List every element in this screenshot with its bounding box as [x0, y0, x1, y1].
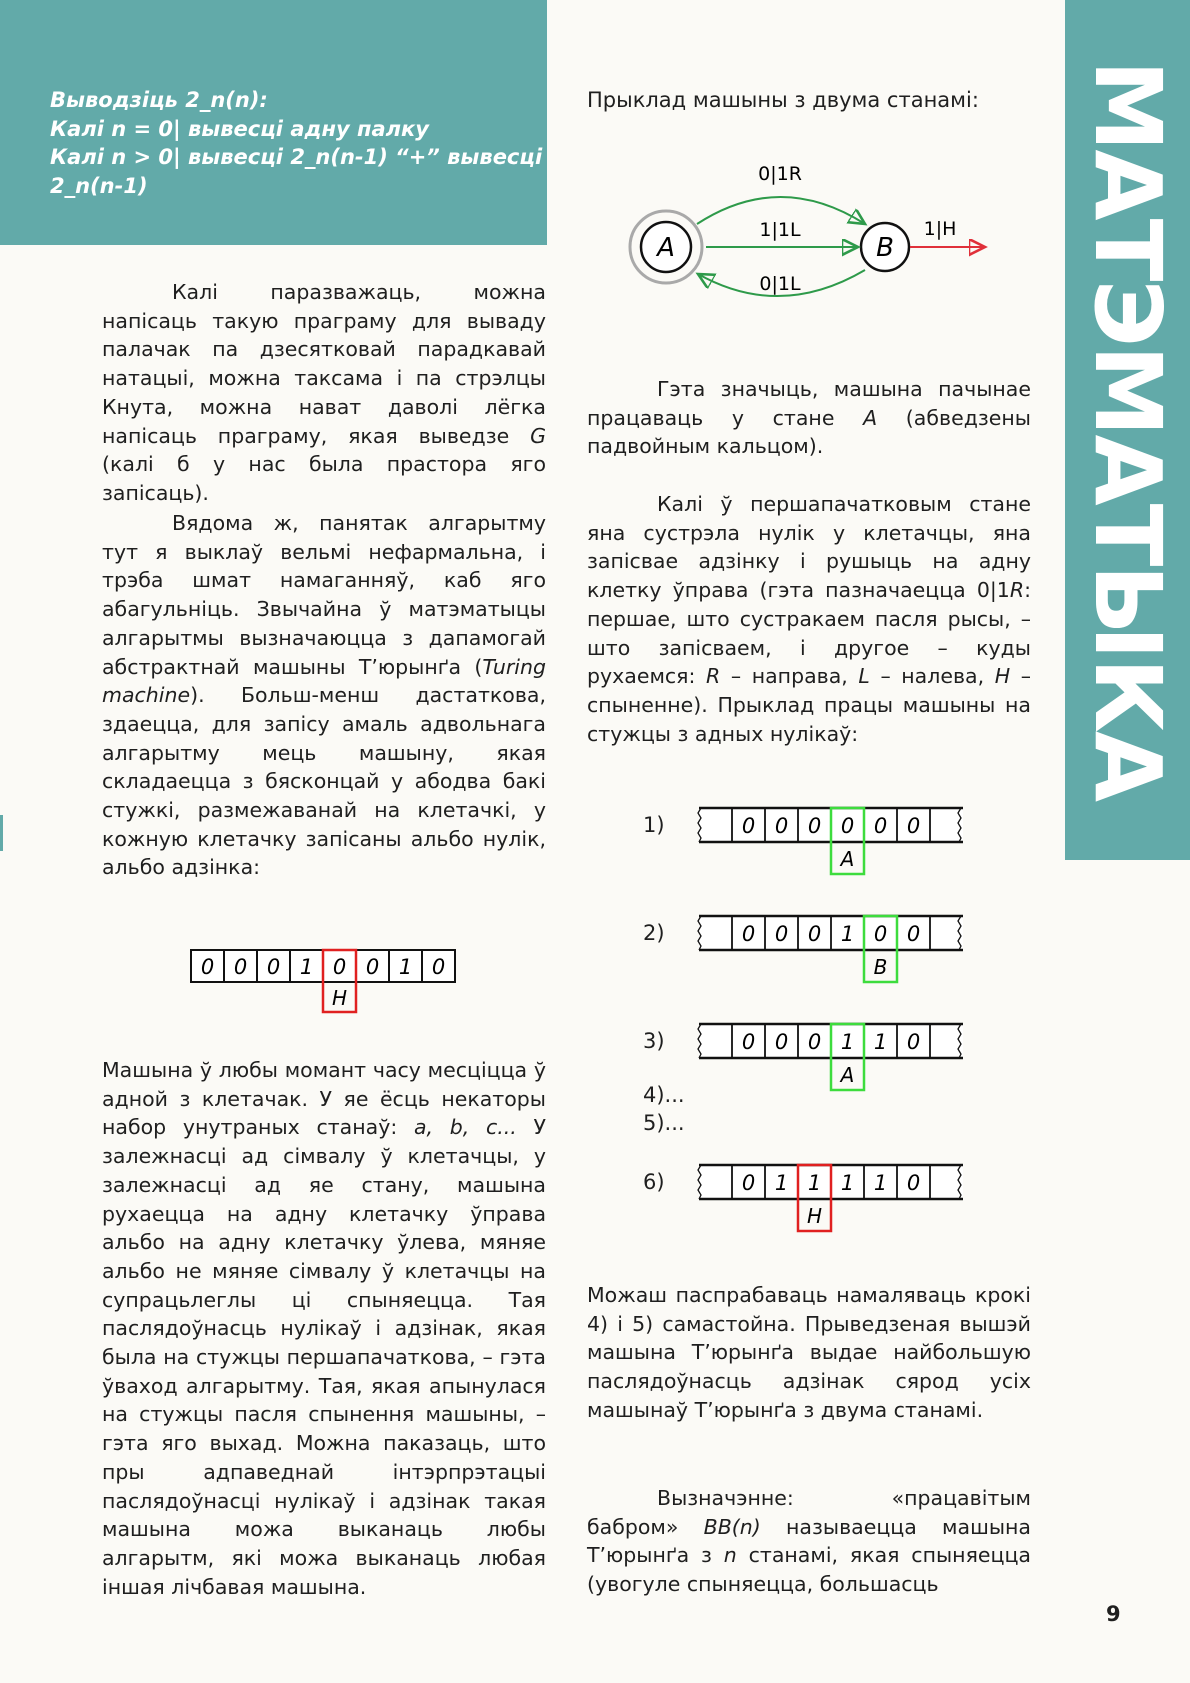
text: Вызначэнне: «працавітым бабром» [587, 1486, 1031, 1539]
tape-cell-value: 1 [840, 1171, 855, 1195]
text: : першае, што сустракаем пасля рысы, – што запісваем, і другое – куды рухаемся: [587, 578, 1031, 689]
text: Вядома ж, панятак алгарытму тут я выклаў вельмі нефармальна, і трэба шмат намаганняў, каб яго абагульніць. Звычайна ў матэматыцы алгарытмы вызначаюцца з дапамогай абстрактнай машыны Т’юрынґа ( [102, 511, 546, 679]
tape-cell-value: 0 [741, 814, 756, 838]
step-label: 1) [643, 813, 665, 837]
head-state-label: B [873, 955, 888, 979]
tape-cell-value: 1 [840, 1030, 855, 1054]
tape-cell-value: 1 [398, 955, 413, 979]
step-label: 4)... [643, 1083, 685, 1107]
header-line: Выводзіць 2_n(n): [50, 88, 268, 112]
right-paragraph-4 [587, 1484, 1031, 1599]
tape-cell-value: 0 [200, 955, 215, 979]
bb-notation: BB(n) [703, 1514, 761, 1539]
text: Можаш паспрабаваць намаляваць крокі 4) і 5) самастойна. Прыведзеная вышэй машына Т’юрынґа выдае найбольшую паслядоўнасць адзінак сярод усіх машынаў Т’юрынґа з двума станамі. [587, 1283, 1031, 1422]
text: станамі, якая спыняецца (увогуле спыняецца, большасць [587, 1543, 1031, 1597]
head-state-label: A [840, 847, 855, 871]
right-paragraph-2 [587, 490, 1031, 748]
right-paragraph-1 [587, 375, 1031, 461]
tape-cell-value: 0 [774, 814, 789, 838]
var-l: L [858, 664, 870, 689]
tape-cell-value: 0 [906, 1030, 921, 1054]
section-tab [1065, 0, 1190, 860]
tape-cell-value: 0 [906, 814, 921, 838]
head-state-label: H [331, 986, 348, 1010]
tape-cell-value: 0 [807, 814, 822, 838]
edge-label: 0|1R [758, 163, 802, 185]
text: (абведзены падвойным кальцом). [587, 405, 1031, 459]
text: (калі б у нас была прастора яго запісаць). [102, 452, 546, 505]
text: Калі паразважаць, можна напісаць такую праграму для вываду палачак па дзесятковай парадкавай натацыі, можна таксама і па стрэлцы Кнута, можна нават даволі лёгка напісаць праграму, якая выведзе [102, 280, 546, 448]
header-line: Калі n = 0| вывесці адну палку [50, 116, 429, 141]
state-a: A [863, 405, 878, 430]
tape-cell-value: 0 [431, 955, 446, 979]
text: – налева, [869, 664, 995, 689]
text: называецца машына Т’юрынґа з [587, 1514, 1031, 1568]
step-tape [695, 1163, 965, 1235]
tape-cell-value: 0 [741, 922, 756, 946]
tape-cell-value: 0 [266, 955, 281, 979]
text: У залежнасці ад сімвалу ў клетачцы, у залежнасці ад яе стану, машына рухаецца на адну клетачку ўправа альбо на адну клетачку ўлева, мяняе альбо не мяняе сімвалу ў клетачцы на супрацьлеглы ці спыняецца. Тая паслядоўнасць нулікаў і адзінак, якая была на стужцы першапачаткова, – гэта ўваход алгарытму. Тая, якая апынулася на стужцы пасля спынення машыны, – гэта яго выхад. Можна паказаць, што пры адпаведнай інтэрпрэтацыі паслядоўнасці нулікаў і адзінак такая машына можа выканаць любы алгарытм, які можа выканаць любая іншая лічбавая машына. [102, 1115, 546, 1599]
text: ). Больш-менш дастаткова, здаецца, для запісу амаль адвольнага алгарытму мець машыну, якая складаецца з бясконцай у абодва бакі стужкі, размежаванай на клетачкі, у кожную клетачку запісаны альбо нулік, альбо адзінка: [102, 683, 546, 880]
var-n: n [723, 1543, 737, 1568]
step-label: 6) [643, 1170, 665, 1194]
edge-label: 1|1L [759, 219, 801, 241]
edge-label: 0|1L [759, 273, 801, 295]
step-tape [695, 1022, 965, 1094]
state-b-label: B [876, 233, 894, 263]
header-line: Калі n > 0| вывесці 2_n(n-1) “+” вывесці [50, 145, 543, 169]
edge-label: 1|H [923, 218, 957, 240]
tape-cell-value: 1 [873, 1171, 888, 1195]
tape-cell-value: 1 [299, 955, 314, 979]
tape-cell-value: 1 [873, 1030, 888, 1054]
tape-cell-value: 1 [807, 1171, 822, 1195]
var-r: R [706, 664, 721, 689]
tape-cell-value: 0 [741, 1030, 756, 1054]
header-box-text [50, 86, 543, 200]
var-g: G [530, 423, 546, 448]
var-r: R [1009, 578, 1025, 603]
tape-cell-value: 0 [807, 922, 822, 946]
tape-cell-value: 0 [365, 955, 380, 979]
tape-cell-value: 0 [873, 922, 888, 946]
term-turing-machine: Turing machine [102, 654, 546, 708]
state-diagram [620, 150, 1000, 310]
head-state-label: H [806, 1204, 823, 1228]
edge-marker [0, 815, 3, 851]
diagram-caption: Прыклад машыны з двума станамі: [587, 88, 979, 112]
header-box [0, 0, 547, 245]
text: – направа, [720, 664, 859, 689]
tape-cell-value: 0 [873, 814, 888, 838]
tape-cell-value: 0 [774, 922, 789, 946]
state-a-label: A [657, 233, 675, 263]
tape-cell-value: 0 [233, 955, 248, 979]
right-paragraph-3 [587, 1281, 1031, 1425]
step-tape [695, 806, 965, 878]
left-paragraph-1 [102, 278, 546, 508]
tape-example [185, 946, 465, 1016]
tape-cell-value: 1 [840, 922, 855, 946]
step-label: 3) [643, 1029, 665, 1053]
step-label: 2) [643, 921, 665, 945]
tape-cell-value: 0 [332, 955, 347, 979]
tape-cell-value: 1 [774, 1171, 789, 1195]
left-paragraph-3 [102, 1056, 546, 1601]
tape-cell-value: 0 [840, 814, 855, 838]
section-tab-title: МАТЭМАТЫКА [1074, 59, 1181, 801]
header-line: 2_n(n-1) [50, 173, 148, 198]
text: Калі ў першапачатковым стане яна сустрэла нулік у клетачцы, яна запісвае адзінку і рушыць на адну клетку ўправа (гэта пазначаецца 0|1 [587, 492, 1031, 603]
page-number: 9 [1106, 1602, 1121, 1626]
tape-cell-value: 0 [906, 922, 921, 946]
text: Машына ў любы момант часу месціцца ў адной з клетачак. У яе ёсць некаторы набор унутраных станаў: [102, 1058, 546, 1140]
head-state-label: A [840, 1063, 855, 1087]
step-label: 5)... [643, 1111, 685, 1135]
text: Гэта значыць, машына пачынае працаваць у стане [587, 377, 1031, 430]
tape-cell-value: 0 [774, 1030, 789, 1054]
step-tape [695, 914, 965, 986]
var-h: H [994, 664, 1011, 689]
left-paragraph-2 [102, 509, 546, 882]
tape-cell-value: 0 [906, 1171, 921, 1195]
text: – спыненне). Прыклад працы машыны на стужцы з адных нулікаў: [587, 664, 1031, 746]
states-list: a, b, c... [413, 1115, 517, 1140]
tape-cell-value: 0 [807, 1030, 822, 1054]
tape-cell-value: 0 [741, 1171, 756, 1195]
